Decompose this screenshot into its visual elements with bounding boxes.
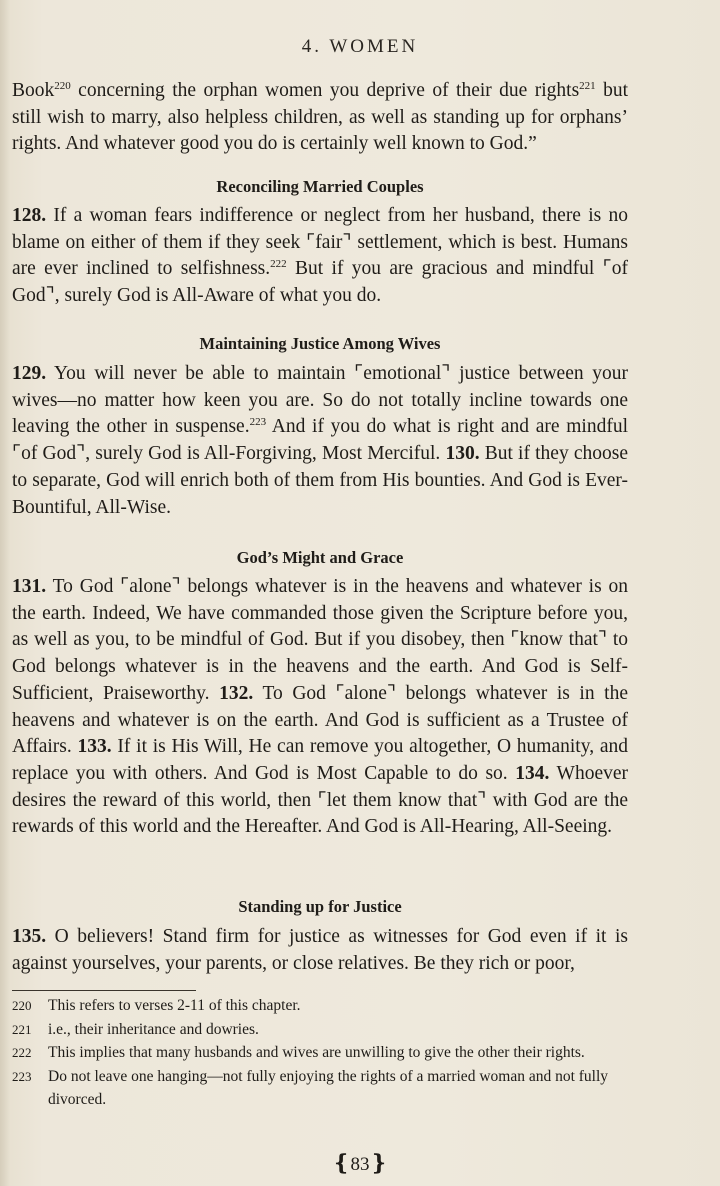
verse-129-130-paragraph (12, 361, 628, 521)
right-ornament-bracket: ❵ (369, 1150, 388, 1175)
verse-135-paragraph (12, 924, 628, 977)
section-heading-maintaining-justice: Maintaining Justice Among Wives (199, 334, 441, 353)
footnote-text: i.e., their inheritance and dowries. (48, 1020, 259, 1038)
footnote-number: 223 (12, 1068, 32, 1084)
opening-text-1: Book (12, 80, 55, 101)
verse-number-132: 132. (219, 682, 254, 704)
verse-128-text-1: If a woman fears indifference or neglect from her husband, there is no blame on either of them if they seek ⌜fair⌝ settlement, which is best. Humans are ever inclined to selfishness. (12, 205, 628, 280)
footnote-number: 222 (12, 1045, 32, 1060)
verse-number-135: 135. (12, 926, 47, 947)
page-number-value: 83 (350, 1154, 370, 1175)
verse-131-134-paragraph (12, 574, 628, 841)
verse-number-129: 129. (12, 363, 47, 384)
section-heading-standing-up: Standing up for Justice (238, 897, 402, 916)
left-ornament-bracket: ❴ (332, 1150, 351, 1175)
section-heading-gods-might: God’s Might and Grace (236, 548, 404, 567)
footnotes (12, 994, 632, 1112)
footnote-text: This implies that many husbands and wives are unwilling to give the other their rights. (48, 1044, 585, 1061)
footnote-ref-220: 220 (54, 80, 71, 92)
verse-129-text-1: You will never be able to maintain ⌜emotional⌝ justice between your wives—no matter how keen you are. So do not totally incline towards one leaving the other in suspense. (12, 363, 628, 438)
footnote (12, 1065, 632, 1112)
footnote-ref-221: 221 (579, 80, 596, 92)
footnote-divider (12, 990, 196, 991)
footnote-text: Do not leave one hanging—not fully enjoying the rights of a married woman and not fully divorced. (48, 1067, 609, 1108)
verse-129-text-2: And if you do what is right and are mindful ⌜of God⌝, surely God is All-Forgiving, Most Merciful. (12, 416, 628, 465)
opening-text-3: but still wish to marry, also helpless children, as well as standing up for orphans’ rights. And whatever good you do is certainly well known to God.” (12, 80, 629, 155)
footnote-ref-223: 223 (249, 416, 267, 429)
verse-135-text: O believers! Stand firm for justice as witnesses for God even if it is against yourselves, your parents, or close relatives. Be they rich or poor, (12, 926, 628, 974)
verse-128-text-2: But if you are gracious and mindful ⌜of God⌝, surely God is All-Aware of what you do. (12, 258, 628, 307)
opening-paragraph (12, 78, 628, 158)
verse-132-text: To God ⌜alone⌝ belongs whatever is in the heavens and whatever is on the earth. And God is sufficient as a Trustee of Affairs. (12, 682, 628, 758)
verse-134-text: Whoever desires the reward of this world, then ⌜let them know that⌝ with God are the rewards of this world and the Hereafter. And God is All-Hearing, All-Seeing. (12, 762, 628, 838)
footnote-number: 221 (12, 1021, 32, 1037)
footnote-text: This refers to verses 2-11 of this chapter. (48, 997, 301, 1014)
verse-133-text: If it is His Will, He can remove you altogether, O humanity, and replace you with others. And God is Most Capable to do so. (12, 736, 628, 784)
verse-128-paragraph (12, 203, 628, 310)
verse-number-134: 134. (515, 762, 550, 784)
running-head: 4. WOMEN (301, 36, 419, 57)
verse-number-130: 130. (445, 443, 480, 465)
footnote (12, 994, 632, 1018)
page-number (0, 1150, 720, 1176)
footnote-number: 220 (12, 998, 32, 1013)
page-spine-shadow (0, 0, 10, 1186)
verse-number-133: 133. (77, 736, 112, 758)
verse-131-text: To God ⌜alone⌝ belongs whatever is in the heavens and whatever is on the earth. Indeed, We have commanded those given the Scripture before you, as well as you, to be mindful of God. But if you disobey, then ⌜know that⌝ to God belongs whatever is in the heavens and the earth. And God is Self-Sufficient, Praiseworthy. (12, 576, 628, 704)
verse-130-text: But if they choose to separate, God will enrich both of them from His bounties. And God is Ever-Bountiful, All-Wise. (12, 443, 629, 518)
footnote (12, 1018, 632, 1042)
footnote-ref-222: 222 (270, 258, 287, 271)
opening-text-2: concerning the orphan women you deprive of their due rights (70, 80, 580, 101)
verse-number-128: 128. (12, 205, 47, 226)
verse-number-131: 131. (12, 576, 47, 597)
footnote (12, 1041, 632, 1065)
section-heading-reconciling: Reconciling Married Couples (216, 177, 424, 196)
